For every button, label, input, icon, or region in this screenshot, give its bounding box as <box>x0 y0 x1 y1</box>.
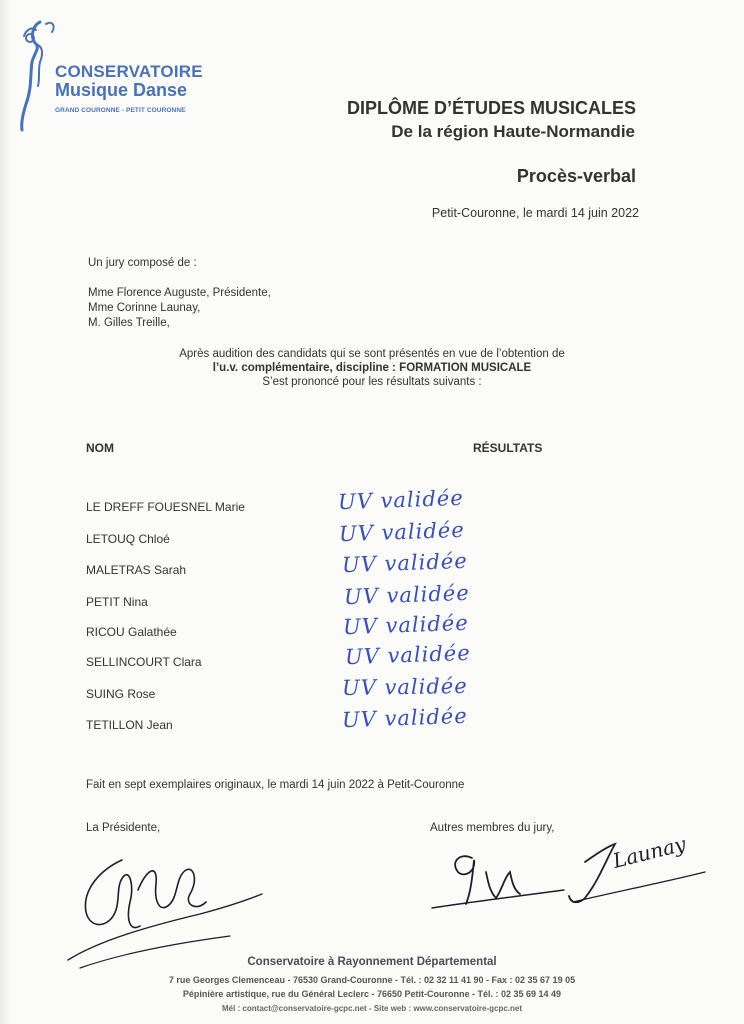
closing-statement: Fait en sept exemplaires originaux, le mardi 14 juin 2022 à Petit-Couronne <box>86 779 465 791</box>
candidate-result: UV validée <box>341 548 469 578</box>
document-subtitle: De la région Haute-Normandie <box>391 122 635 141</box>
candidate-result: UV validée <box>344 640 472 670</box>
candidate-name: LE DREFF FOUESNEL Marie <box>86 500 245 514</box>
candidate-result: UV validée <box>338 517 466 547</box>
candidate-result: UV validée <box>337 485 465 515</box>
jury-member-3: M. Gilles Treille, <box>88 317 170 329</box>
footer-title: Conservatoire à Rayonnement Départemental <box>247 956 497 968</box>
dancer-logo-icon <box>18 18 58 138</box>
president-label: La Présidente, <box>86 822 161 834</box>
footer-address-1: 7 rue Georges Clemenceau - 76530 Grand-Couronne - Tél. : 02 32 11 41 90 - Fax : 02 35 67 19 05 <box>168 975 576 985</box>
jury-intro: Un jury composé de : <box>88 257 197 269</box>
logo-line-1: CONSERVATOIRE <box>55 62 203 81</box>
candidate-name: PETIT Nina <box>86 595 148 609</box>
preamble-line-3: S’est prononcé pour les résultats suivants : <box>262 376 482 388</box>
jury-members-label: Autres membres du jury, <box>430 822 555 834</box>
table-row <box>86 610 646 641</box>
table-row <box>86 548 646 579</box>
candidate-result: UV validée <box>342 610 470 640</box>
table-row <box>86 640 646 671</box>
preamble-line-2: l’u.v. complémentaire, discipline : FORMATION MUSICALE <box>212 362 532 374</box>
launay-signature-text: Launay <box>610 832 689 873</box>
table-row <box>86 703 646 734</box>
page-edge <box>0 0 12 1024</box>
candidate-name: SUING Rose <box>86 687 156 701</box>
candidate-name: LETOUQ Chloé <box>86 532 170 546</box>
table-row <box>86 517 646 548</box>
document-type: Procès-verbal <box>516 166 636 186</box>
table-row <box>86 485 646 516</box>
candidate-name: MALETRAS Sarah <box>86 563 187 577</box>
candidate-name: TETILLON Jean <box>86 718 173 732</box>
logo-line-2: Musique Danse <box>55 80 188 100</box>
column-header-result: RÉSULTATS <box>473 441 543 455</box>
candidate-result: UV validée <box>341 703 469 733</box>
candidate-result: UV validée <box>341 673 468 701</box>
jury-member-1: Mme Florence Auguste, Présidente, <box>88 287 271 299</box>
candidate-name: SELLINCOURT Clara <box>86 655 202 669</box>
column-header-name: NOM <box>86 441 114 455</box>
candidate-result: UV validée <box>343 580 471 610</box>
candidate-name: RICOU Galathée <box>86 625 177 639</box>
launay-signature <box>565 832 715 912</box>
document-title: DIPLÔME D’ÉTUDES MUSICALES <box>346 98 636 118</box>
president-signature <box>60 840 270 975</box>
treille-signature <box>430 842 570 922</box>
table-row <box>86 673 646 703</box>
conservatoire-logo <box>18 18 228 138</box>
place-date: Petit-Couronne, le mardi 14 juin 2022 <box>431 206 639 220</box>
footer-address-2: Pépinière artistique, rue du Général Leclerc - 76650 Petit-Couronne - Tél. : 02 35 69 14 49 <box>182 989 562 999</box>
jury-member-2: Mme Corinne Launay, <box>88 302 201 314</box>
logo-line-3: GRAND COURONNE - PETIT COURONNE <box>55 107 186 114</box>
preamble-line-1: Après audition des candidats qui se sont présentés en vue de l’obtention de <box>179 348 565 360</box>
footer-contact: Mél : contact@conservatoire-gcpc.net - Site web : www.conservatoire-gcpc.net <box>221 1004 522 1013</box>
table-row <box>86 580 646 611</box>
